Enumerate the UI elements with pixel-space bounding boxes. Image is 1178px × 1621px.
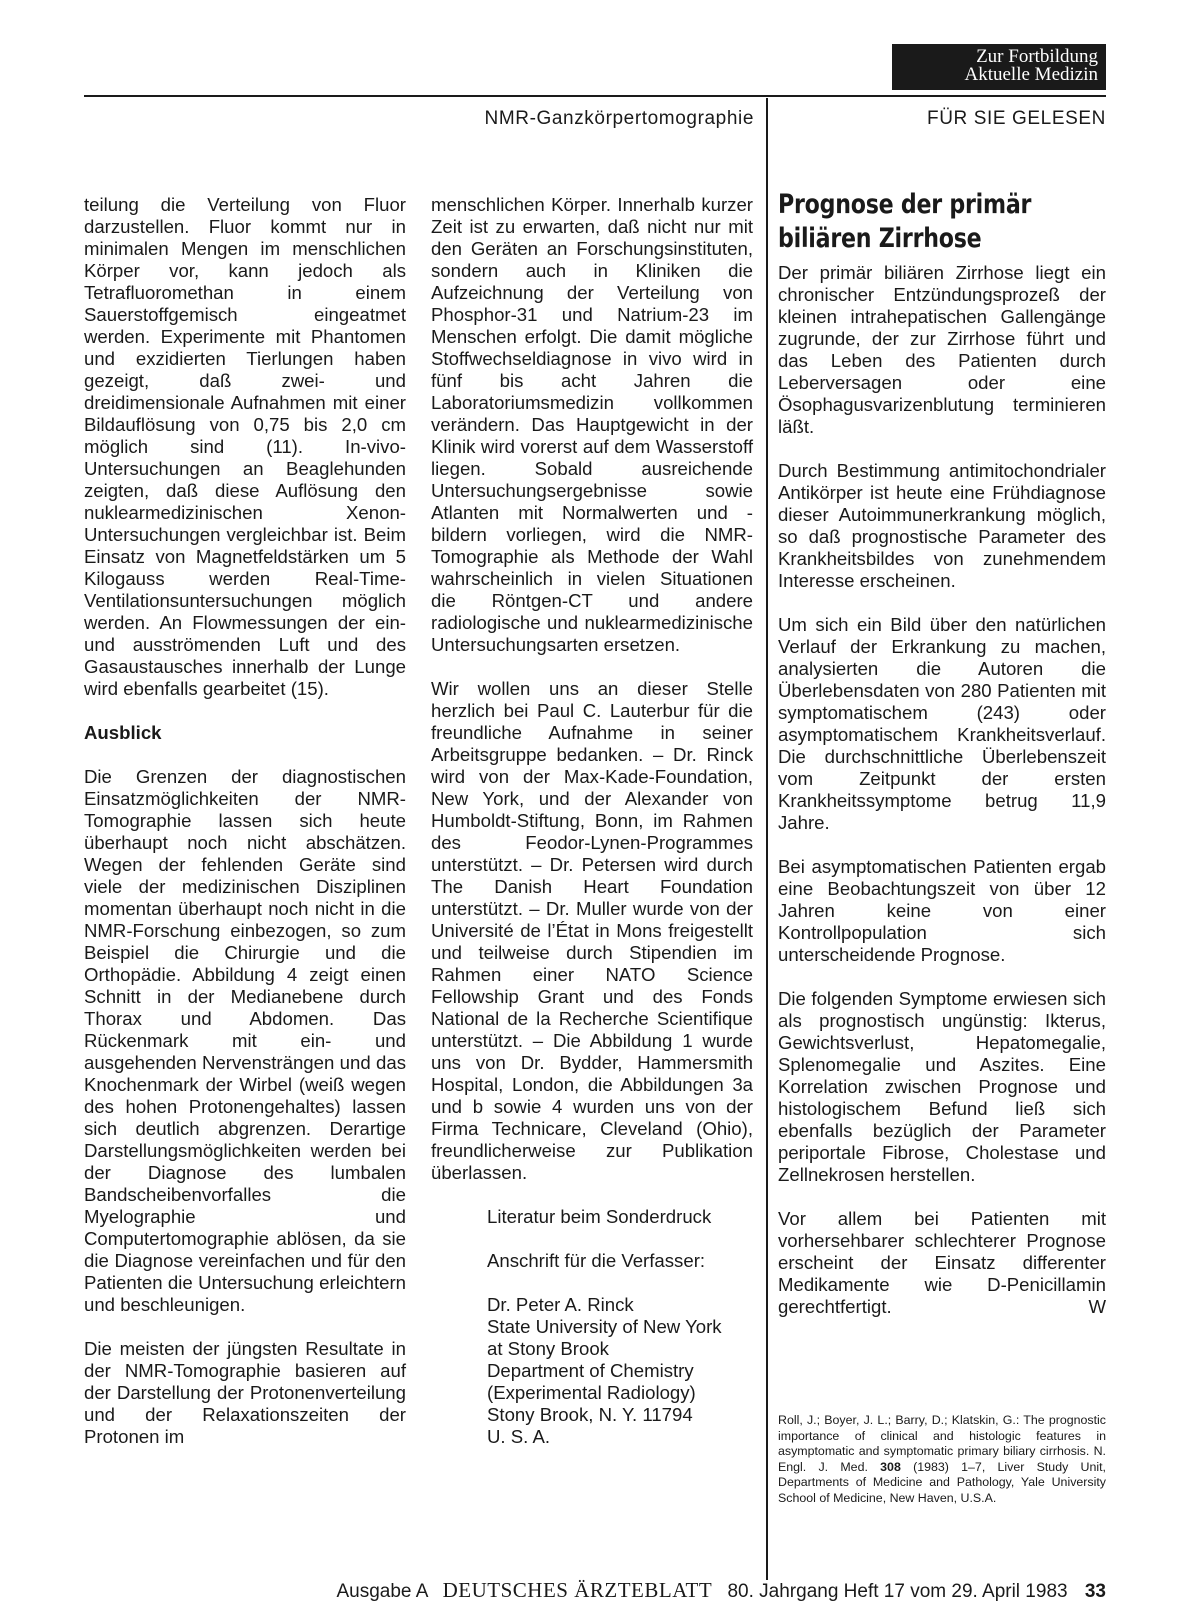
badge-line-2: Aktuelle Medizin — [964, 64, 1098, 85]
running-head-left: NMR-Ganzkörpertomographie — [484, 108, 754, 129]
reference-volume: 308 — [880, 1459, 901, 1474]
page-number: 33 — [1084, 1581, 1106, 1602]
footer-edition: Ausgabe A — [336, 1581, 428, 1602]
address-line: Department of Chemistry — [487, 1360, 694, 1381]
paragraph: Die Grenzen der diagnostischen Einsatzmöglichkeiten der NMR-Tomographie lassen sich heute überhaupt noch nicht abschätzen. Wegen der fehlenden Geräte sind viele der medizinischen Disziplinen momentan überhaupt noch nicht in die NMR-Forschung einbezogen, so zum Beispiel die Chirurgie und die Orthopädie. Abbildung 4 zeigt einen Schnitt in der Medianebene durch Thorax und Abdomen. Das Rückenmark mit ein- und ausgehenden Nervensträngen und das Knochenmark der Wirbel (weiß wegen des hohen Protonengehaltes) lassen sich deutlich abgrenzen. Derartige Darstellungsmöglichkeiten werden bei der Diagnose des lumbalen Bandscheibenvorfalles die Myelographie und Computertomographie ablösen, da sie die Diagnose vereinfachen und für den Patienten die Untersuchung erleichtern und beschleunigen. — [84, 766, 406, 1315]
author-signature: W — [1088, 1296, 1106, 1317]
running-head-right: FÜR SIE GELESEN — [927, 108, 1106, 129]
paragraph: Die meisten der jüngsten Resultate in der NMR-Tomographie basieren auf der Darstellung der Protonenverteilung und der Relaxationszeiten der Protonen im — [84, 1338, 406, 1447]
paragraph: Bei asymptomatischen Patienten ergab eine Beobachtungszeit von über 12 Jahren keine von einer Kontrollpopulation sich unterscheidende Prognose. — [778, 856, 1106, 965]
paragraph: teilung die Verteilung von Fluor darzustellen. Fluor kommt nur in minimalen Mengen im menschlichen Körper vor, kann jedoch als Tetrafluoromethan in einem Sauerstoffgemisch eingeatmet werden. Experimente mit Phantomen und exzidierten Tierlungen haben gezeigt, daß zwei- und dreidimensionale Aufnahmen mit einer Bildauflösung von 0,75 bis 2,0 cm möglich sind (11). In-vivo-Untersuchungen an Beaglehunden zeigten, daß diese Auflösung den nuklearmedizinischen Xenon-Untersuchungen vergleichbar ist. Beim Einsatz von Magnetfeldstärken um 5 Kilogauss werden Real-Time-Ventilationsuntersuchungen möglich werden. An Flowmessungen der ein- und ausströmenden Luft und des Gasaustausches innerhalb der Lunge wird ebenfalls gearbeitet (15). — [84, 194, 406, 699]
paragraph: Die folgenden Symptome erwiesen sich als prognostisch ungünstig: Ikterus, Gewichtsverlust, Hepatomegalie, Splenomegalie und Aszites. Eine Korrelation zwischen Prognose und histologischem Befund ließ sich ebenfalls bezüglich der Parameter periportale Fibrose, Cholestase und Zellnekrosen herstellen. — [778, 988, 1106, 1185]
address-line: State University of New York — [487, 1316, 722, 1337]
section-badge — [892, 44, 1106, 90]
address-label: Anschrift für die Verfasser: — [487, 1250, 706, 1271]
address-block — [431, 1206, 753, 1448]
paragraph: Durch Bestimmung antimitochondrialer Antikörper ist heute eine Frühdiagnose dieser Autoimmunerkrankung möglich, so daß prognostische Parameter des Krankheitsbildes von zunehmendem Interesse erscheinen. — [778, 460, 1106, 591]
footer-journal: DEUTSCHES ÄRZTEBLATT — [442, 1578, 713, 1602]
address-line: at Stony Brook — [487, 1338, 609, 1359]
reference-text-end: (1983) 1–7, Liver Study Unit, Departments of Medicine and Pathology, Yale University School of Medicine, New Haven, U.S.A. — [778, 1459, 1106, 1505]
badge-line-1: Zur Fortbildung — [976, 46, 1098, 67]
reference — [778, 1413, 1106, 1507]
page-footer — [0, 1578, 1106, 1603]
column-1 — [84, 194, 406, 1470]
article-title: Prognose der primär biliären Zirrhose — [778, 189, 1032, 254]
address-line: Dr. Peter A. Rinck — [487, 1294, 634, 1315]
address-line: Stony Brook, N. Y. 11794 — [487, 1404, 693, 1425]
paragraph — [778, 1208, 1106, 1318]
address-line: (Experimental Radiology) — [487, 1382, 696, 1403]
paragraph: Der primär biliären Zirrhose liegt ein chronischer Entzündungsprozeß der kleinen intrahepatischen Gallengänge zugrunde, der zur Zirrhose führt und das Leben des Patienten durch Leberversagen oder eine Ösophagusvarizenblutung terminieren läßt. — [778, 262, 1106, 437]
paragraph: Um sich ein Bild über den natürlichen Verlauf der Erkrankung zu machen, analysierten die Autoren die Überlebensdaten von 280 Patienten mit symptomatischem (243) oder asymptomatischem Krankheitsverlauf. Die durchschnittliche Überlebenszeit vom Zeitpunkt der ersten Krankheitssymptome betrug 11,9 Jahre. — [778, 614, 1106, 833]
paragraph: menschlichen Körper. Innerhalb kurzer Zeit ist zu erwarten, daß nicht nur mit den Geräten an Forschungsinstituten, sondern auch in Kliniken die Aufzeichnung der Verteilung von Phosphor-31 und Natrium-23 im Menschen erfolgt. Die damit mögliche Stoffwechseldiagnose in vivo wird in fünf bis acht Jahren die Laboratoriumsmedizin vollkommen verändern. Das Hauptgewicht in der Klinik wird vorerst auf dem Wasserstoff liegen. Sobald ausreichende Untersuchungsergebnisse sowie Atlanten mit Normalwerten und -bildern vorliegen, wird die NMR-Tomographie als Methode der Wahl wahrscheinlich in vielen Situationen die Röntgen-CT und andere radiologische und nuklearmedizinische Untersuchungsarten ersetzen. — [431, 194, 753, 655]
column-3 — [778, 262, 1106, 1340]
section-heading: Ausblick — [84, 722, 162, 743]
address-line: U. S. A. — [487, 1426, 551, 1447]
literature-note: Literatur beim Sonderdruck — [487, 1206, 712, 1227]
column-2 — [431, 194, 753, 1448]
paragraph-text: Vor allem bei Patienten mit vorhersehbarer schlechterer Prognose erscheint der Einsatz differenter Medikamente wie D-Penicillamin gerechtfertigt. — [778, 1208, 1106, 1317]
footer-issue: 80. Jahrgang Heft 17 vom 29. April 1983 — [727, 1581, 1068, 1602]
reference-text: Roll, J.; Boyer, J. L.; Barry, D.; Klatskin, G.: The prognostic importance of clinical and histologic features in asymptomatic and symptomatic primary biliary cirrhosis. N. Engl. J. Med. — [778, 1413, 1106, 1474]
column-rule — [766, 98, 768, 1580]
paragraph: Wir wollen uns an dieser Stelle herzlich bei Paul C. Lauterbur für die freundliche Aufnahme in seiner Arbeitsgruppe bedanken. – Dr. Rinck wird von der Max-Kade-Foundation, New York, und der Alexander von Humboldt-Stiftung, Bonn, im Rahmen des Feodor-Lynen-Programmes unterstützt. – Dr. Petersen wird durch The Danish Heart Foundation unterstützt. – Dr. Muller wurde von der Université de l’État in Mons freigestellt und teilweise durch Stipendien im Rahmen einer NATO Science Fellowship Grant und des Fonds National de la Recherche Scientifique unterstützt. – Die Abbildung 1 wurde uns von Dr. Bydder, Hammersmith Hospital, London, die Abbildungen 3a und b sowie 4 wurden uns von der Firma Technicare, Cleveland (Ohio), freundlicherweise zur Publikation überlassen. — [431, 678, 753, 1183]
header-rule — [84, 95, 1106, 97]
